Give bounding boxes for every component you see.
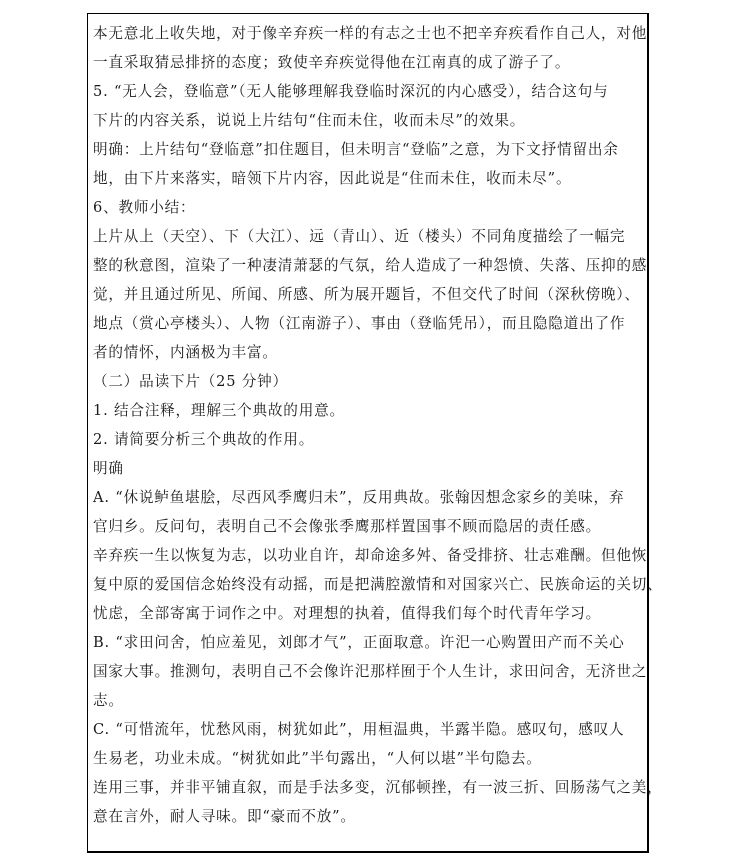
text-line: 者的情怀，内涵极为丰富。 (93, 344, 278, 361)
task-2: 2. 请简要分析三个典故的作用。 (93, 431, 315, 448)
answer-line: 明确：上片结句“登临意”扣住题目，但未明言“登临”之意，为下文抒情留出余 (93, 141, 619, 158)
item-b: B. “求田问舍，怕应羞见，刘郎才气”，正面取意。许汜一心购置田产而不关心 (93, 634, 625, 651)
section-heading-part-two: （二）品读下片（25 分钟） (93, 373, 288, 390)
text-line: 地，由下片来落实，暗领下片内容，因此说是“住而未住，收而未尽”。 (93, 170, 572, 187)
document-body (93, 19, 663, 831)
text-line: 上片从上（天空）、下（大江）、远（青山）、近（楼头）不同角度描绘了一幅完 (93, 228, 626, 245)
text-line: 觉，并且通过所见、所闻、所感、所为展开题旨，不但交代了时间（深秋傍晚）、 (93, 286, 640, 303)
text-line: 一直采取猜忌排挤的态度；致使辛弃疾觉得他在江南真的成了游子了。 (93, 54, 571, 71)
text-line: 官归乡。反问句，表明自己不会像张季鹰那样置国事不顾而隐居的责任感。 (93, 518, 601, 535)
answer-label: 明确 (93, 460, 124, 477)
text-line: 意在言外，耐人寻味。即“豪而不放”。 (93, 808, 356, 825)
item-c: C. “可惜流年，忧愁风雨，树犹如此”，用桓温典，半露半隐。感叹句，感叹人 (93, 721, 625, 738)
text-line: 国家大事。推测句，表明自己不会像许汜那样囿于个人生计，求田问舍，无济世之 (93, 663, 648, 680)
text-line: 生易老，功业未成。“树犹如此”半句露出，“人何以堪”半句隐去。 (93, 750, 542, 767)
text-line: 辛弃疾一生以恢复为志，以功业自许，却命途多舛、备受排挤、壮志难酬。但他恢 (93, 547, 648, 564)
question-5: 5. “无人会，登临意”（无人能够理解我登临时深沉的内心感受），结合这句与 (93, 83, 609, 100)
text-line: 忧虑，全部寄寓于词作之中。对理想的执着，值得我们每个时代青年学习。 (93, 605, 601, 622)
text-line: 整的秋意图，渲染了一种凄清萧瑟的气氛，给人造成了一种怨愤、失落、压抑的感 (93, 257, 648, 274)
section-heading-teacher-summary: 6、教师小结： (93, 199, 196, 216)
text-line: 地点（赏心亭楼头）、人物（江南游子）、事由（登临凭吊），而且隐隐道出了作 (93, 315, 626, 332)
text-line: 连用三事，并非平铺直叙，而是手法多变，沉郁顿挫，有一波三折、回肠荡气之美， (93, 779, 663, 796)
text-line: 下片的内容关系，说说上片结句“住而未住，收而未尽”的效果。 (93, 112, 526, 129)
document-frame (87, 13, 663, 853)
text-line: 复中原的爱国信念始终没有动摇，而是把满腔激情和对国家兴亡、民族命运的关切、 (93, 576, 663, 593)
task-1: 1. 结合注释，理解三个典故的用意。 (93, 402, 345, 419)
text-line: 志。 (93, 692, 124, 709)
item-a: A. “休说鲈鱼堪脍，尽西风季鹰归未”，反用典故。张翰因想念家乡的美味，弃 (93, 489, 625, 506)
text-line: 本无意北上收失地，对于像辛弃疾一样的有志之士也不把辛弃疾看作自己人，对他 (93, 25, 648, 42)
